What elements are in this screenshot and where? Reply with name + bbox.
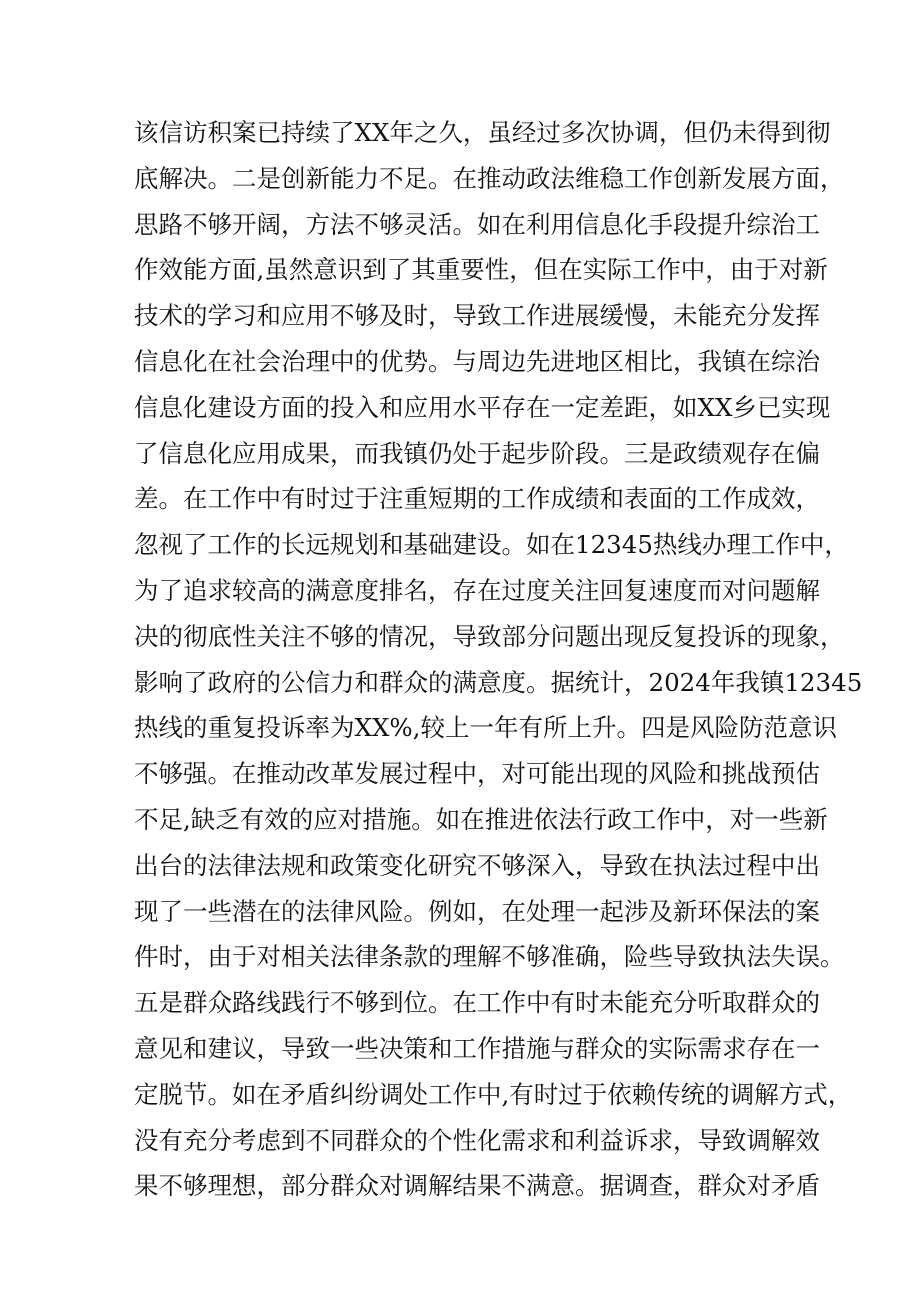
text-line: 不足,缺乏有效的应对措施。如在推进依法行政工作中，对一些新 bbox=[134, 804, 828, 834]
text-line: 意见和建议，导致一些决策和工作措施与群众的实际需求存在一 bbox=[134, 1033, 820, 1063]
text-line: 现了一些潜在的法律风险。例如，在处理一起涉及新环保法的案 bbox=[134, 896, 820, 926]
text-line: 技术的学习和应用不够及时，导致工作进展缓慢，未能充分发挥 bbox=[134, 301, 820, 331]
text-line: 出台的法律法规和政策变化研究不够深入，导致在执法过程中出 bbox=[134, 850, 820, 880]
text-line: 信息化在社会治理中的优势。与周边先进地区相比，我镇在综治 bbox=[134, 346, 820, 376]
text-line: 不够强。在推动改革发展过程中，对可能出现的风险和挑战预估 bbox=[134, 759, 820, 789]
text-line: 了信息化应用成果，而我镇仍处于起步阶段。三是政绩观存在偏 bbox=[134, 438, 820, 468]
text-line: 没有充分考虑到不同群众的个性化需求和利益诉求，导致调解效 bbox=[134, 1125, 820, 1155]
text-line: 热线的重复投诉率为XX%,较上一年有所上升。四是风险防范意识 bbox=[134, 713, 837, 743]
text-line: 思路不够开阔，方法不够灵活。如在利用信息化手段提升综治工 bbox=[134, 209, 820, 239]
text-line: 该信访积案已持续了XX年之久，虽经过多次协调，但仍未得到彻 bbox=[134, 118, 831, 147]
text-line: 为了追求较高的满意度排名，存在过度关注回复速度而对问题解 bbox=[134, 575, 820, 605]
text-line: 底解决。二是创新能力不足。在推动政法维稳工作创新发展方面， bbox=[134, 163, 845, 193]
text-line: 差。在工作中有时过于注重短期的工作成绩和表面的工作成效， bbox=[134, 484, 820, 514]
body-paragraph bbox=[134, 110, 863, 1209]
text-line: 件时，由于对相关法律条款的理解不够准确，险些导致执法失误。 bbox=[134, 942, 845, 972]
text-line: 影响了政府的公信力和群众的满意度。据统计，2024年我镇12345 bbox=[134, 667, 863, 697]
text-line: 信息化建设方面的投入和应用水平存在一定差距，如XX乡已实现 bbox=[134, 392, 831, 422]
text-line: 果不够理想，部分群众对调解结果不满意。据调查，群众对矛盾 bbox=[134, 1171, 820, 1201]
text-line: 五是群众路线践行不够到位。在工作中有时未能充分听取群众的 bbox=[134, 988, 820, 1018]
text-line: 作效能方面,虽然意识到了其重要性，但在实际工作中，由于对新 bbox=[134, 255, 828, 285]
text-line: 定脱节。如在矛盾纠纷调处工作中,有时过于依赖传统的调解方式， bbox=[134, 1079, 853, 1109]
text-line: 忽视了工作的长远规划和基础建设。如在12345热线办理工作中， bbox=[134, 530, 849, 560]
text-line: 决的彻底性关注不够的情况，导致部分问题出现反复投诉的现象， bbox=[134, 621, 845, 651]
